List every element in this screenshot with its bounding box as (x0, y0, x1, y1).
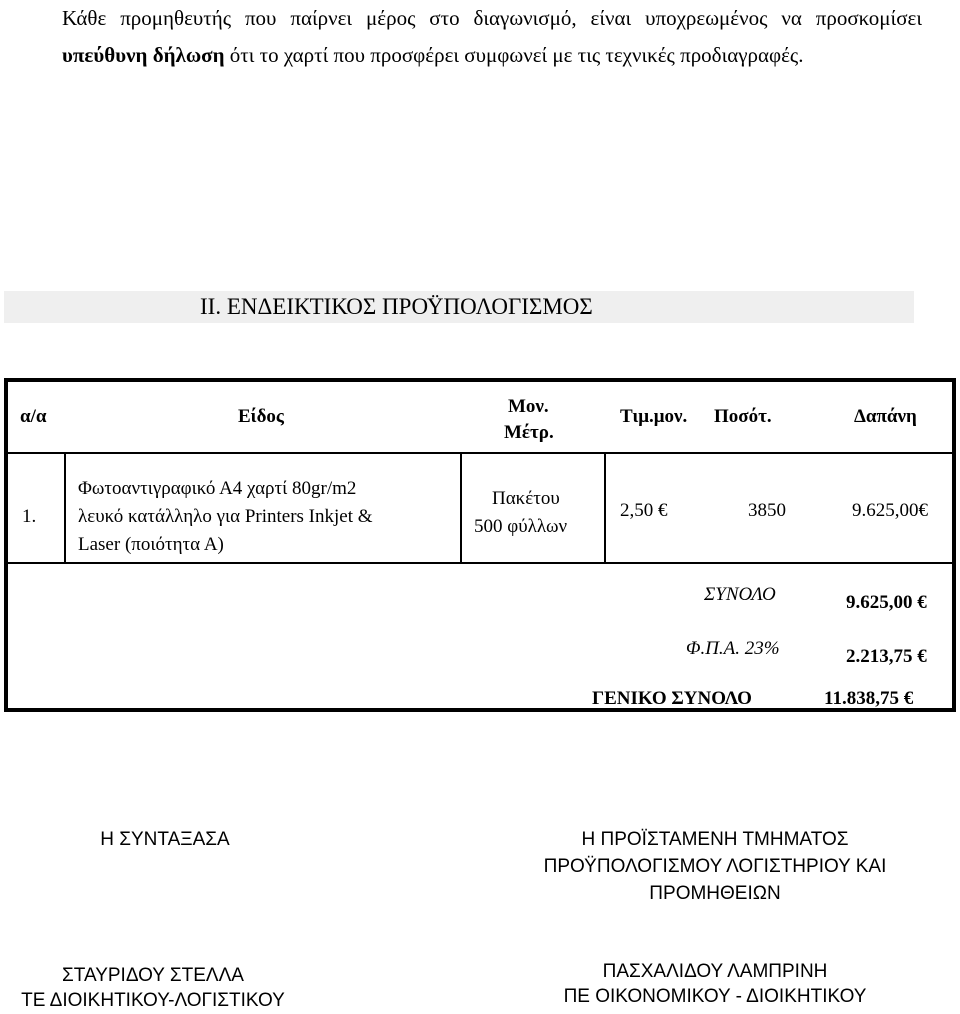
right-signature-title-2: ΠΡΟΫΠΟΛΟΓΙΣΜΟΥ ΛΟΓΙΣΤΗΡΙΟΥ ΚΑΙ (543, 856, 887, 877)
header-mon-metr-1: Μον. (508, 396, 549, 417)
intro-text-1: Κάθε προμηθευτής που παίρνει μέρος στο διαγωνισμό, είναι υποχρεωμένος να προσκομίσει (62, 6, 922, 30)
header-mon-metr-2: Μέτρ. (504, 422, 554, 443)
budget-table (4, 378, 956, 712)
intro-text-2: ότι το χαρτί που προσφέρει συμφωνεί με τις τεχνικές προδιαγραφές. (224, 43, 804, 67)
row-divider (8, 562, 952, 564)
col-divider-1 (64, 452, 66, 562)
right-signature-title-1: Η ΠΡΟΪΣΤΑΜΕΝΗ ΤΜΗΜΑΤΟΣ (581, 829, 849, 850)
geniko-synolo-label: ΓΕΝΙΚΟ ΣΥΝΟΛΟ (592, 688, 752, 709)
row-mon-line-1: Πακέτου (492, 488, 560, 509)
section-title: ΙΙ. ΕΝΔΕΙΚΤΙΚΟΣ ΠΡΟΫΠΟΛΟΓΙΣΜΟΣ (200, 294, 593, 319)
row-posot: 3850 (748, 500, 786, 521)
fpa-value: 2.213,75 € (846, 646, 927, 667)
synolo-value: 9.625,00 € (846, 592, 927, 613)
left-signature-role: ΤΕ ΔΙΟΙΚΗΤΙΚΟΥ-ΛΟΓΙΣΤΙΚΟΥ (21, 990, 285, 1011)
header-eidos: Είδος (238, 406, 284, 427)
left-signature-name: ΣΤΑΥΡΙΔΟΥ ΣΤΕΛΛΑ (62, 965, 244, 986)
intro-bold-text: υπεύθυνη δήλωση (62, 43, 225, 67)
right-signature-role: ΠΕ ΟΙΚΟΝΟΜΙΚΟΥ - ΔΙΟΙΚΗΤΙΚΟΥ (563, 986, 867, 1007)
synolo-label: ΣΥΝΟΛΟ (704, 584, 776, 605)
row-eidos-line-2: λευκό κατάλληλο για Printers Inkjet & (78, 506, 373, 527)
header-tim-mon: Τιμ.μον. (620, 406, 688, 427)
right-signature-name: ΠΑΣΧΑΛΙΔΟΥ ΛΑΜΠΡΙΝΗ (602, 961, 828, 982)
left-signature-title: Η ΣΥΝΤΑΞΑΣΑ (100, 829, 230, 850)
geniko-synolo-value: 11.838,75 € (824, 688, 914, 709)
header-divider (8, 452, 952, 454)
row-dapani: 9.625,00€ (852, 500, 928, 521)
row-eidos-line-3: Laser (ποιότητα Α) (78, 534, 224, 555)
col-divider-2 (460, 452, 462, 562)
row-aa: 1. (22, 506, 37, 527)
header-posot: Ποσότ. (714, 406, 772, 427)
col-divider-3 (604, 452, 606, 562)
intro-paragraph (62, 0, 922, 74)
row-mon-line-2: 500 φύλλων (474, 516, 568, 537)
fpa-label: Φ.Π.Α. 23% (686, 638, 780, 659)
row-tim-mon: 2,50 € (620, 500, 668, 521)
header-dapani: Δαπάνη (854, 406, 917, 427)
right-signature-title-3: ΠΡΟΜΗΘΕΙΩΝ (649, 883, 781, 904)
row-eidos-line-1: Φωτοαντιγραφικό Α4 χαρτί 80gr/m2 (78, 478, 357, 499)
header-aa: α/α (20, 406, 47, 427)
